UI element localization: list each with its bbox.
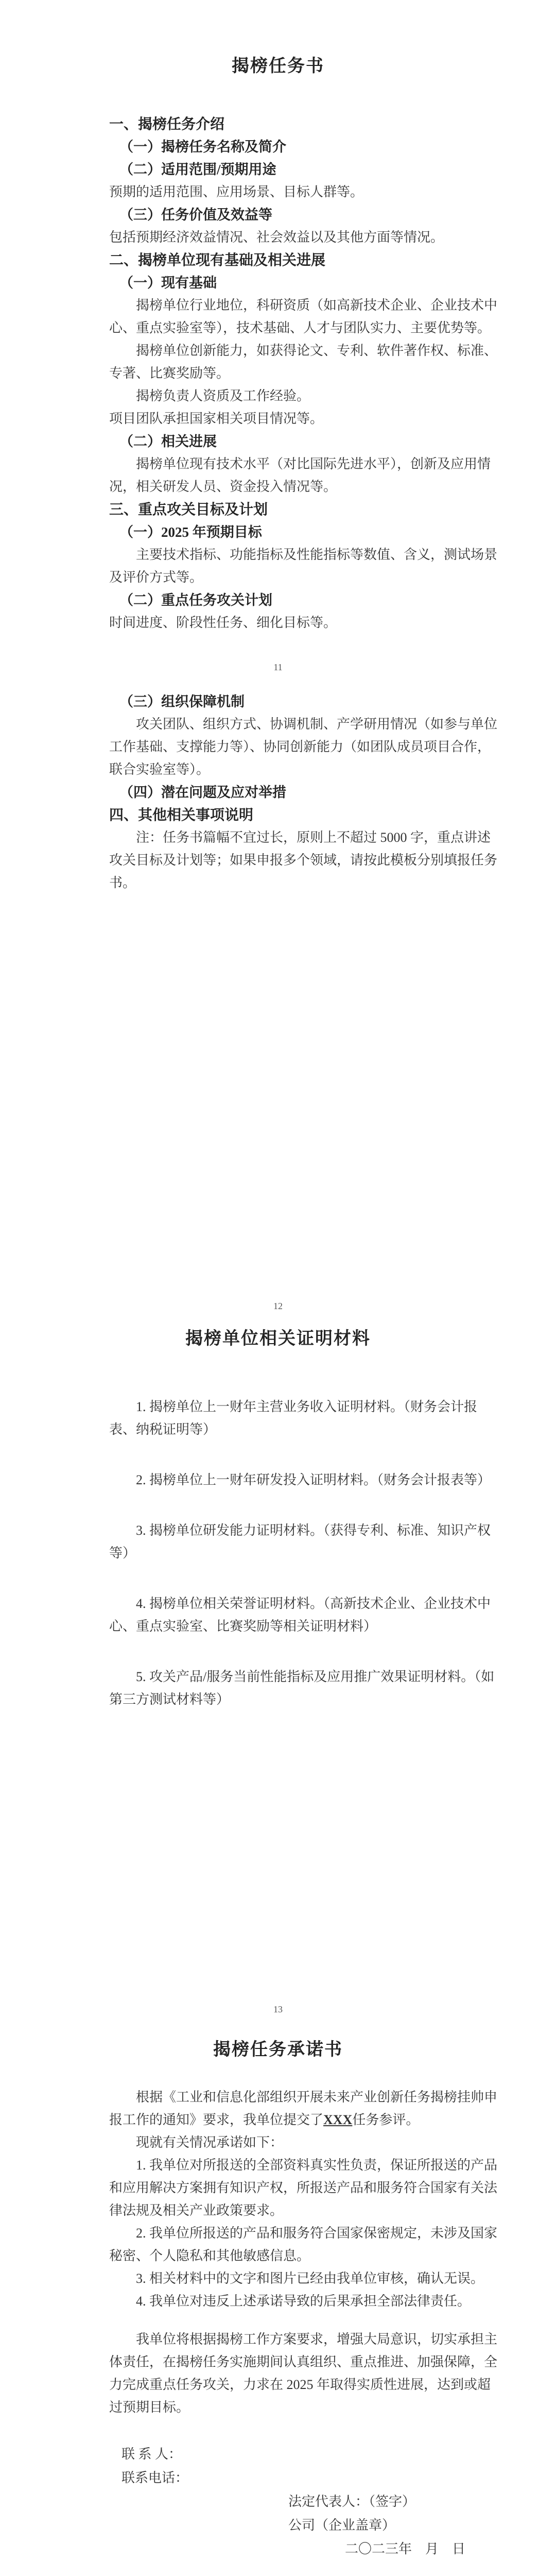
heading-existing-base: （一）现有基础 [119,275,217,291]
contact-person-label: 联 系 人： [121,2447,182,2462]
company-seal: 公司（企业盖章） [288,2518,396,2533]
page-taskbook-2 [0,690,556,894]
para-goal-2025: 主要技术指标、功能指标及性能指标等数值、含义，测试场景及评价方式等。 [109,547,498,585]
page-proof-materials [0,1324,556,1739]
legal-rep-signature: 法定代表人：（签字） [288,2494,416,2509]
heading-progress: （二）相关进展 [119,434,217,449]
heading-plan: （二）重点任务攻关计划 [119,592,272,608]
proof-item-2: 2. 揭榜单位上一财年研发投入证明材料。（财务会计报表等） [136,1472,491,1487]
doc-title-proof: 揭榜单位相关证明材料 [185,1329,371,1348]
commit-intro-tail: 任务参评。 [352,2112,420,2127]
commit-item-2: 2. 我单位所报送的产品和服务符合国家保密规定，未涉及国家秘密、个人隐私和其他敏感信息。 [109,2226,498,2263]
para-scope: 预期的适用范围、应用场景、目标人群等。 [109,184,364,199]
para-base-d: 项目团队承担国家相关项目情况等。 [109,411,324,426]
heading-value: （三）任务价值及效益等 [119,207,272,223]
para-progress: 揭榜单位现有技术水平（对比国际先进水平），创新及应用情况，相关研发人员、资金投入情况等。 [109,456,491,494]
proof-item-1: 1. 揭榜单位上一财年主营业务收入证明材料。（财务会计报表、纳税证明等） [109,1399,478,1437]
page-number: 12 [273,1301,283,1311]
page-taskbook-1 [0,52,556,634]
para-base-b: 揭榜单位创新能力，如获得论文、专利、软件著作权、标准、专著、比赛奖励等。 [109,343,498,381]
proof-item-3: 3. 揭榜单位研发能力证明材料。（获得专利、标准、知识产权等） [109,1523,491,1561]
commit-item-4: 4. 我单位对违反上述承诺导致的后果承担全部法律责任。 [136,2294,471,2309]
para-base-a: 揭榜单位行业地位，科研资质（如高新技术企业、企业技术中心、重点实验室等），技术基础、人才与团队实力、主要优势等。 [109,298,498,335]
proof-item-4: 4. 揭榜单位相关荣誉证明材料。（高新技术企业、企业技术中心、重点实验室、比赛奖励等相关证明材料） [109,1596,491,1634]
sign-date: 二〇二三年 月 日 [345,2541,466,2556]
heading-task-name: （一）揭榜任务名称及简介 [119,139,286,155]
doc-title-taskbook: 揭榜任务书 [232,56,324,76]
para-org: 攻关团队、组织方式、协调机制、产学研用情况（如参与单位工作基础、支撑能力等）、协同创新能力（如团队成员项目合作，联合实验室等）。 [109,717,498,777]
heading-goal-2025: （一）2025 年预期目标 [119,524,262,540]
page-commitment [0,2035,556,2561]
commit-item-3: 3. 相关材料中的文字和图片已经由我单位审核，确认无误。 [136,2271,484,2286]
proof-item-5: 5. 攻关产品/服务当前性能指标及应用推广效果证明材料。（如第三方测试材料等） [109,1669,495,1707]
heading-other: 四、其他相关事项说明 [109,807,254,823]
para-plan: 时间进度、阶段性任务、细化目标等。 [109,615,337,630]
para-commit-lead: 现就有关情况承诺如下： [136,2135,284,2150]
para-commit-intro [109,2086,500,2131]
para-commit-final: 我单位将根据揭榜工作方案要求，增强大局意识，切实承担主体责任，在揭榜任务实施期间认真组织、重点推进、加强保障，全力完成重点任务攻关，力求在 2025 年取得实质性进展，达到或超过预期目标。 [109,2332,498,2415]
para-base-c: 揭榜负责人资质及工作经验。 [136,388,310,403]
doc-title-commitment: 揭榜任务承诺书 [213,2040,343,2059]
para-note: 注：任务书篇幅不宜过长，原则上不超过 5000 字，重点讲述攻关目标及计划等；如果申报多个领域，请按此模板分别填报任务书。 [109,830,498,890]
heading-org: （三）组织保障机制 [119,694,245,709]
para-value: 包括预期经济效益情况、社会效益以及其他方面等情况。 [109,230,444,245]
heading-scope: （二）适用范围/预期用途 [119,162,276,177]
heading-base: 二、揭榜单位现有基础及相关进展 [109,252,326,268]
commit-intro-text: 根据《工业和信息化部组织开展未来产业创新任务揭榜挂帅申报工作的通知》要求，我单位提交了 [109,2090,498,2127]
contact-phone-label: 联系电话： [121,2470,189,2485]
page-number: 11 [273,662,283,672]
commit-item-1: 1. 我单位对所报送的全部资料真实性负责，保证所报送的产品和应用解决方案拥有知识产权，所报送产品和服务符合国家有关法律法规及相关产业政策要求。 [109,2158,498,2218]
commit-task-name: XXX [323,2112,353,2127]
heading-task-intro: 一、揭榜任务介绍 [109,116,225,132]
heading-risk: （四）潜在问题及应对举措 [119,785,286,800]
page-number: 13 [273,2004,283,2014]
heading-goals: 三、重点攻关目标及计划 [109,501,268,517]
